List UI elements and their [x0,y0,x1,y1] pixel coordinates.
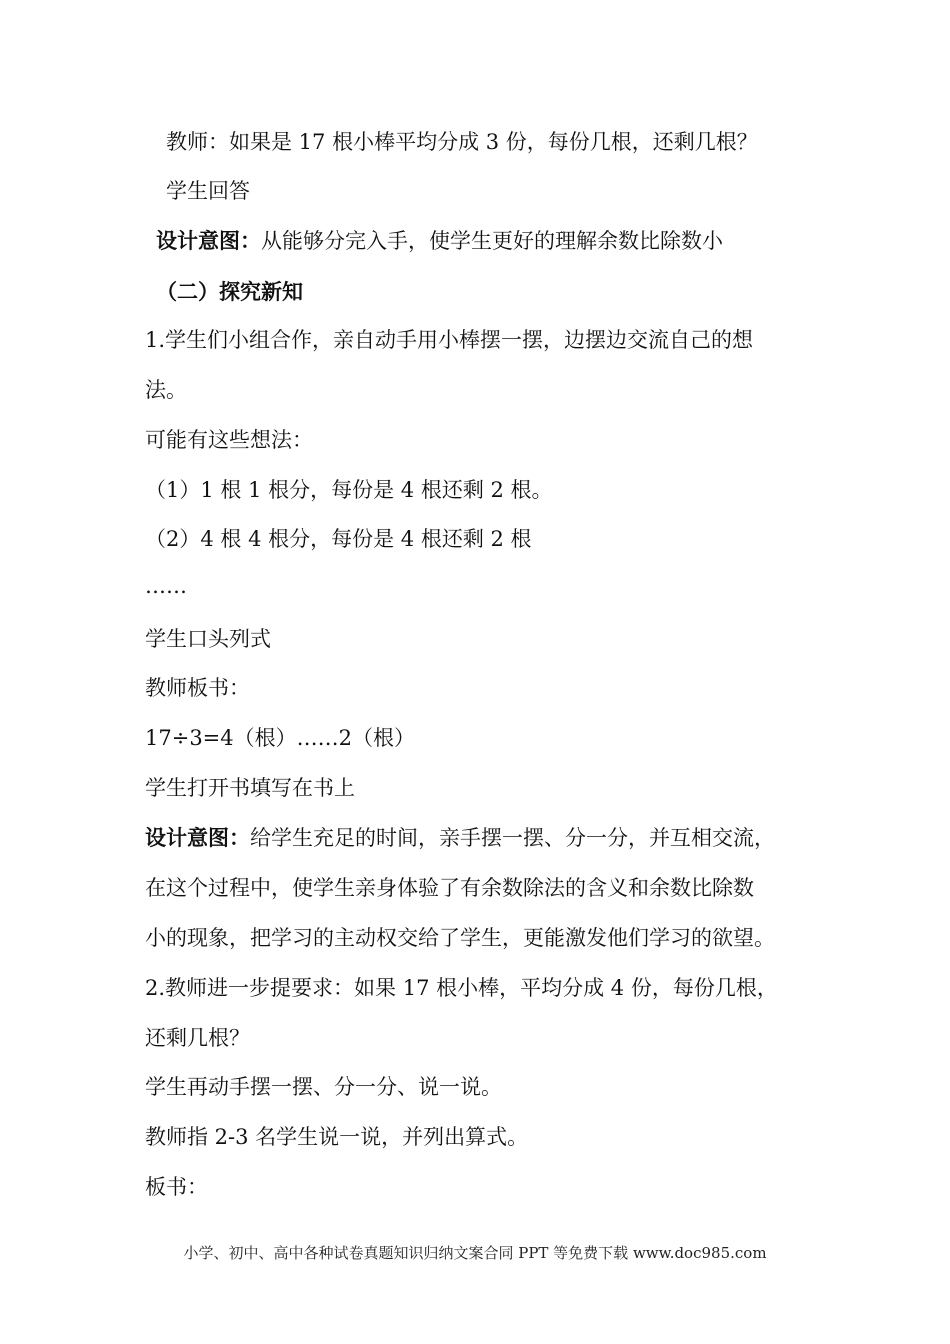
list-item: （1）1 根 1 根分，每份是 4 根还剩 2 根。 [145,478,553,502]
paragraph-line: 1.学生们小组合作，亲自动手用小棒摆一摆，边摆边交流自己的想 [145,328,754,352]
design-intent-text: 给学生充足的时间，亲手摆一摆、分一分，并互相交流， [250,826,775,850]
paragraph-line: 小的现象，把学习的主动权交给了学生，更能激发他们学习的欲望。 [145,926,775,950]
paragraph-line: 学生口头列式 [145,627,271,651]
student-answer-line: 学生回答 [166,179,250,203]
paragraph-line: 学生打开书填写在书上 [145,776,355,800]
section-heading: （二）探究新知 [156,279,303,304]
paragraph-line: 学生再动手摆一摆、分一分、说一说。 [145,1075,502,1099]
ellipsis-line: …… [145,574,187,598]
list-item: （2）4 根 4 根分，每份是 4 根还剩 2 根 [145,527,532,551]
teacher-question-line: 教师：如果是 17 根小棒平均分成 3 份，每份几根，还剩几根？ [166,130,758,154]
design-intent-2 [145,823,775,853]
equation-line: 17÷3=4（根）……2（根） [145,726,415,750]
design-intent-label: 设计意图： [145,825,250,850]
design-intent-label: 设计意图： [156,228,261,253]
design-intent-1 [156,226,723,256]
paragraph-line: 2.教师进一步提要求：如果 17 根小棒，平均分成 4 份，每份几根， [145,976,778,1000]
paragraph-line: 还剩几根？ [145,1026,250,1050]
paragraph-line: 教师板书： [145,676,250,700]
paragraph-line: 板书： [145,1175,208,1199]
design-intent-text: 从能够分完入手，使学生更好的理解余数比除数小 [261,229,723,253]
paragraph-line: 可能有这些想法： [145,428,313,452]
paragraph-line: 在这个过程中，使学生亲身体验了有余数除法的含义和余数比除数 [145,876,754,900]
paragraph-line: 法。 [145,378,187,402]
paragraph-line: 教师指 2-3 名学生说一说，并列出算式。 [145,1125,529,1149]
page-footer: 小学、初中、高中各种试卷真题知识归纳文案合同 PPT 等免费下载 www.doc985.com [183,1244,767,1262]
